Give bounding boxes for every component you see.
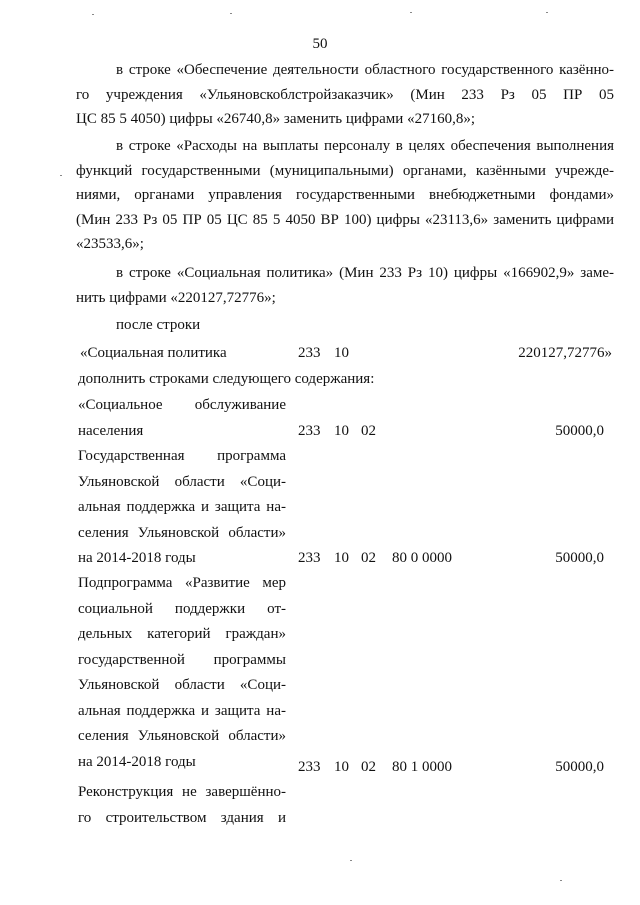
- row-desc-line: на 2014-2018 годы: [78, 753, 196, 770]
- scan-speck: [60, 175, 62, 176]
- text-line: (Мин 233 Рз 05 ПР 05 ЦС 85 5 4050 ВР 100) цифры «23113,6» заменить цифрами: [76, 211, 614, 228]
- row-amount: 220127,72776»: [518, 345, 612, 361]
- row-desc-line: Реконструкция не завершённо-: [78, 784, 286, 800]
- text-line: после строки: [116, 317, 201, 333]
- text-line: «23533,6»;: [76, 236, 144, 252]
- row-2-cs: 80 0 0000: [392, 550, 452, 566]
- row-desc-line: Государственная программа: [78, 448, 286, 464]
- text-line: в строке «Обеспечение деятельности областного государственного казённо-: [116, 62, 614, 78]
- text-line: функций государственными (муниципальными) органами, казёнными учрежде-: [76, 162, 614, 179]
- scan-speck: [546, 12, 548, 13]
- row-3-rz: 10: [334, 759, 349, 775]
- text-line: в строке «Расходы на выплаты персоналу в целях обеспечения выполнения: [116, 138, 614, 154]
- row-description: «Социальная политика: [80, 345, 227, 361]
- add-lines-text: дополнить строками следующего содержания:: [78, 371, 375, 387]
- row-3-amount: 50000,0: [555, 759, 604, 775]
- row-desc-line: Подпрограмма «Развитие мер: [78, 575, 286, 591]
- row-2-min: 233: [298, 550, 321, 566]
- row-1-pr: 02: [361, 423, 376, 439]
- row-rz: 10: [334, 345, 349, 361]
- page-number: 50: [312, 36, 328, 52]
- row-3-pr: 02: [361, 759, 376, 775]
- paragraph-3: [76, 261, 614, 310]
- row-desc-line: населения: [78, 422, 144, 439]
- row-2-description: [78, 444, 286, 572]
- row-desc-line: на 2014-2018 годы: [78, 550, 196, 566]
- row-desc-line: государственной программы: [78, 651, 286, 668]
- row-desc-line: «Социальное обслуживание: [78, 397, 286, 413]
- row-desc-line: селения Ульяновской области»: [78, 728, 286, 744]
- row-3-cs: 80 1 0000: [392, 759, 452, 775]
- text-line: в строке «Социальная политика» (Мин 233 Рз 10) цифры «166902,9» заме-: [116, 265, 614, 281]
- scan-speck: [560, 880, 562, 881]
- scan-speck: [410, 12, 412, 13]
- row-1-amount: 50000,0: [555, 423, 604, 439]
- row-3-min: 233: [298, 759, 321, 775]
- paragraph-4: [76, 313, 614, 338]
- paragraph-1: [76, 58, 614, 132]
- row-4-description: [78, 780, 286, 831]
- scan-speck: [230, 13, 232, 14]
- row-2-pr: 02: [361, 550, 376, 566]
- row-desc-line: го строительством здания и: [78, 809, 286, 826]
- text-line: ниями, органами управления государственными внебюджетными фондами»: [76, 187, 614, 203]
- row-desc-line: альная поддержка и защита на-: [78, 499, 286, 515]
- row-desc-line: Ульяновской области «Соци-: [78, 473, 286, 490]
- row-desc-line: Ульяновской области «Соци-: [78, 677, 286, 693]
- row-3-description: [78, 571, 286, 775]
- text-line: ЦС 85 5 4050) цифры «26740,8» заменить цифрами «27160,8»;: [76, 111, 475, 127]
- scan-speck: [350, 860, 352, 861]
- row-min: 233: [298, 345, 321, 361]
- row-1-description: [78, 393, 286, 444]
- row-1-rz: 10: [334, 423, 349, 439]
- scan-speck: [92, 14, 94, 15]
- row-desc-line: дельных категорий граждан»: [78, 626, 286, 642]
- paragraph-2: [76, 134, 614, 257]
- row-2-rz: 10: [334, 550, 349, 566]
- text-line: го учреждения «Ульяновскоблстройзаказчик» (Мин 233 Рз 05 ПР 05: [76, 86, 614, 103]
- row-desc-line: селения Ульяновской области»: [78, 524, 286, 541]
- row-2-amount: 50000,0: [555, 550, 604, 566]
- row-desc-line: альная поддержка и защита на-: [78, 702, 286, 719]
- row-desc-line: социальной поддержки от-: [78, 600, 286, 617]
- row-1-min: 233: [298, 423, 321, 439]
- text-line: нить цифрами «220127,72776»;: [76, 289, 276, 306]
